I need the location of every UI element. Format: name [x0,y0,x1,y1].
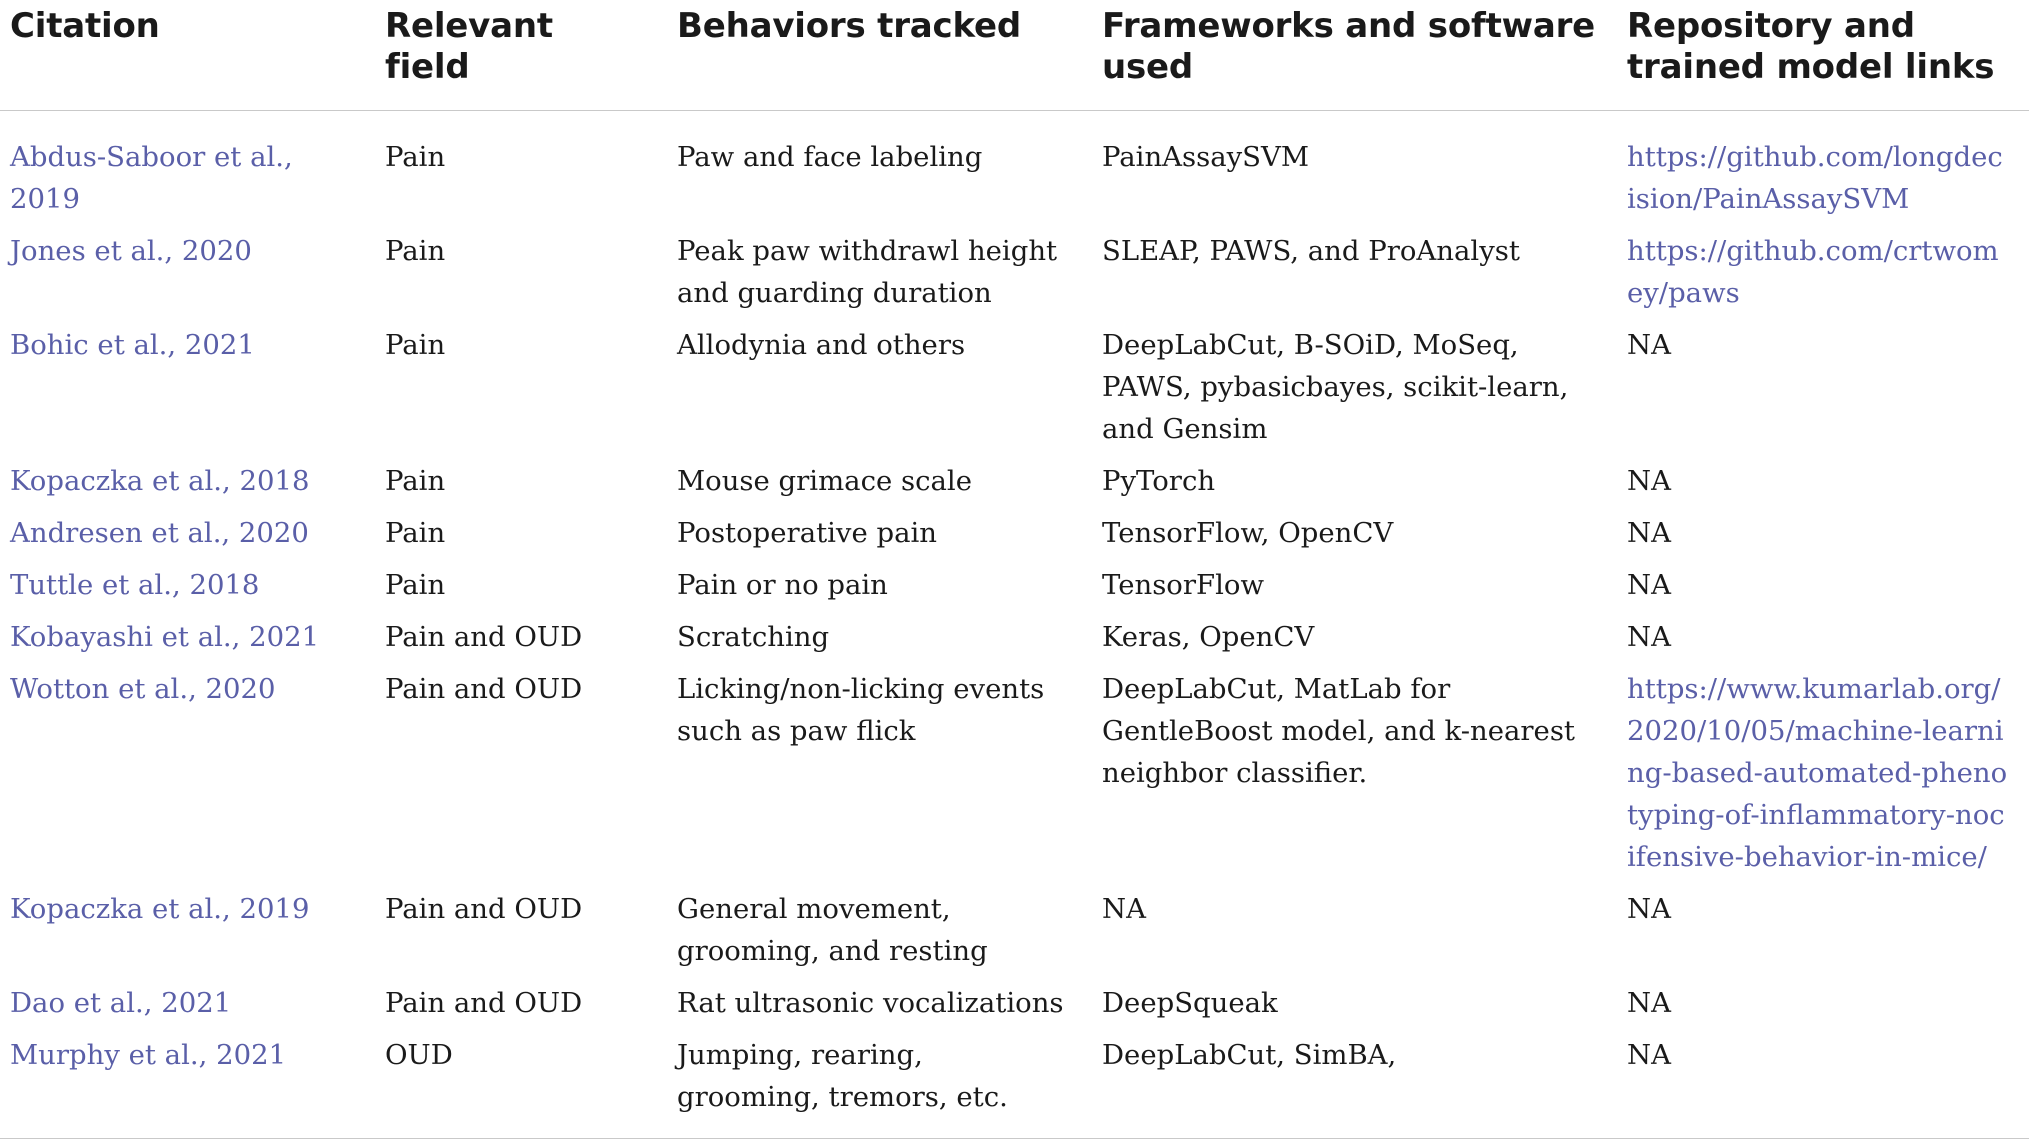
cell-behaviors-tracked [667,1034,1092,1139]
cell-frameworks [1092,1034,1617,1139]
cell-citation-link[interactable]: Andresen et al., 2020 [10,517,309,549]
cell-behaviors-tracked [667,982,1092,1034]
cell-repository-text: NA [1627,465,1671,497]
cell-behaviors-tracked [667,230,1092,324]
cell-relevant-field [375,616,667,668]
cell-relevant-field-text: Pain [385,235,446,267]
cell-repository [1617,982,2029,1034]
cell-citation-link[interactable]: Bohic et al., 2021 [10,329,255,361]
cell-frameworks [1092,460,1617,512]
cell-frameworks-text: DeepLabCut, B-SOiD, MoSeq, PAWS, pybasicbayes, scikit-learn, and Gensim [1102,329,1569,445]
header-repository: Repository and trained model links [1617,0,2029,111]
cell-citation [0,460,375,512]
table-row [0,888,2029,982]
cell-relevant-field-text: Pain [385,569,446,601]
cell-frameworks-text: DeepSqueak [1102,987,1278,1019]
cell-repository [1617,1034,2029,1139]
cell-relevant-field [375,888,667,982]
cell-repository [1617,460,2029,512]
cell-relevant-field-text: Pain [385,329,446,361]
cell-behaviors-tracked [667,512,1092,564]
table-row [0,512,2029,564]
cell-relevant-field-text: Pain and OUD [385,893,583,925]
cell-behaviors-tracked [667,668,1092,888]
cell-behaviors-tracked [667,888,1092,982]
header-relevant-field: Relevant field [375,0,667,111]
cell-repository-link[interactable]: https://github.com/longdecision/PainAssaySVM [1627,141,2003,215]
cell-behaviors-tracked-text: Postoperative pain [677,517,937,549]
cell-citation-link[interactable]: Tuttle et al., 2018 [10,569,260,601]
cell-frameworks [1092,324,1617,460]
cell-relevant-field [375,982,667,1034]
cell-relevant-field [375,111,667,231]
cell-repository [1617,230,2029,324]
cell-repository [1617,616,2029,668]
cell-citation [0,1034,375,1139]
cell-repository [1617,111,2029,231]
cell-citation [0,616,375,668]
cell-behaviors-tracked-text: Pain or no pain [677,569,888,601]
cell-relevant-field-text: Pain [385,465,446,497]
cell-frameworks [1092,668,1617,888]
cell-citation-link[interactable]: Kobayashi et al., 2021 [10,621,320,653]
cell-citation [0,668,375,888]
cell-behaviors-tracked [667,324,1092,460]
table-row [0,982,2029,1034]
header-row [0,0,2029,111]
cell-frameworks-text: Keras, OpenCV [1102,621,1315,653]
cell-repository-text: NA [1627,621,1671,653]
cell-repository-text: NA [1627,1039,1671,1071]
cell-relevant-field [375,230,667,324]
cell-frameworks [1092,512,1617,564]
table-row [0,668,2029,888]
cell-citation [0,230,375,324]
cell-citation-link[interactable]: Jones et al., 2020 [10,235,252,267]
table-row [0,616,2029,668]
cell-frameworks [1092,616,1617,668]
cell-behaviors-tracked-text: Peak paw withdrawl height and guarding duration [677,235,1058,309]
cell-relevant-field [375,460,667,512]
cell-citation [0,111,375,231]
cell-relevant-field-text: Pain [385,517,446,549]
cell-frameworks-text: TensorFlow, OpenCV [1102,517,1394,549]
cell-relevant-field [375,512,667,564]
cell-citation-link[interactable]: Abdus-Saboor et al., 2019 [10,141,293,215]
cell-frameworks-text: SLEAP, PAWS, and ProAnalyst [1102,235,1520,267]
cell-relevant-field-text: Pain and OUD [385,621,583,653]
cell-behaviors-tracked-text: General movement, grooming, and resting [677,893,988,967]
cell-citation [0,888,375,982]
header-frameworks: Frameworks and software used [1092,0,1617,111]
cell-citation [0,324,375,460]
cell-behaviors-tracked-text: Paw and face labeling [677,141,983,173]
cell-repository-link[interactable]: https://github.com/crtwomey/paws [1627,235,1999,309]
cell-frameworks [1092,230,1617,324]
cell-relevant-field-text: Pain and OUD [385,673,583,705]
table-row [0,230,2029,324]
cell-behaviors-tracked-text: Mouse grimace scale [677,465,972,497]
cell-citation-link[interactable]: Dao et al., 2021 [10,987,232,1019]
header-citation: Citation [0,0,375,111]
cell-relevant-field [375,564,667,616]
cell-repository-link[interactable]: https://www.kumarlab.org/2020/10/05/machine-learning-based-automated-phenotyping-of-inflammatory-nocifensive-behavior-in-mice/ [1627,673,2008,873]
cell-repository-text: NA [1627,893,1671,925]
table-row [0,460,2029,512]
cell-behaviors-tracked-text: Licking/non-licking events such as paw flick [677,673,1045,747]
cell-frameworks-text: DeepLabCut, SimBA, [1102,1039,1397,1071]
cell-repository [1617,668,2029,888]
cell-repository-text: NA [1627,987,1671,1019]
cell-behaviors-tracked-text: Rat ultrasonic vocalizations [677,987,1064,1019]
cell-behaviors-tracked [667,460,1092,512]
table-row [0,1034,2029,1139]
cell-frameworks [1092,564,1617,616]
table-body [0,111,2029,1139]
cell-frameworks-text: DeepLabCut, MatLab for GentleBoost model, and k-nearest neighbor classifier. [1102,673,1575,789]
cell-repository-text: NA [1627,329,1671,361]
cell-behaviors-tracked [667,111,1092,231]
cell-repository [1617,888,2029,982]
cell-citation-link[interactable]: Wotton et al., 2020 [10,673,276,705]
cell-repository [1617,512,2029,564]
cell-frameworks-text: PyTorch [1102,465,1216,497]
cell-citation-link[interactable]: Murphy et al., 2021 [10,1039,287,1071]
table-header [0,0,2029,111]
cell-citation [0,564,375,616]
header-behaviors-tracked: Behaviors tracked [667,0,1092,111]
cell-frameworks-text: TensorFlow [1102,569,1264,601]
cell-frameworks [1092,111,1617,231]
cell-citation-link[interactable]: Kopaczka et al., 2019 [10,893,310,925]
cell-relevant-field-text: OUD [385,1039,453,1071]
cell-citation-link[interactable]: Kopaczka et al., 2018 [10,465,310,497]
cell-repository [1617,564,2029,616]
cell-relevant-field [375,1034,667,1139]
cell-citation [0,982,375,1034]
table-row [0,564,2029,616]
cell-relevant-field-text: Pain [385,141,446,173]
cell-frameworks [1092,982,1617,1034]
cell-behaviors-tracked [667,564,1092,616]
cell-repository [1617,324,2029,460]
cell-frameworks-text: PainAssaySVM [1102,141,1310,173]
cell-frameworks [1092,888,1617,982]
cell-behaviors-tracked-text: Jumping, rearing, grooming, tremors, etc. [677,1039,1008,1113]
cell-citation [0,512,375,564]
table-row [0,111,2029,231]
cell-relevant-field-text: Pain and OUD [385,987,583,1019]
cell-repository-text: NA [1627,569,1671,601]
table-row [0,324,2029,460]
cell-relevant-field [375,324,667,460]
cell-relevant-field [375,668,667,888]
cell-behaviors-tracked [667,616,1092,668]
cell-frameworks-text: NA [1102,893,1146,925]
cell-behaviors-tracked-text: Scratching [677,621,830,653]
cell-repository-text: NA [1627,517,1671,549]
cell-behaviors-tracked-text: Allodynia and others [677,329,966,361]
